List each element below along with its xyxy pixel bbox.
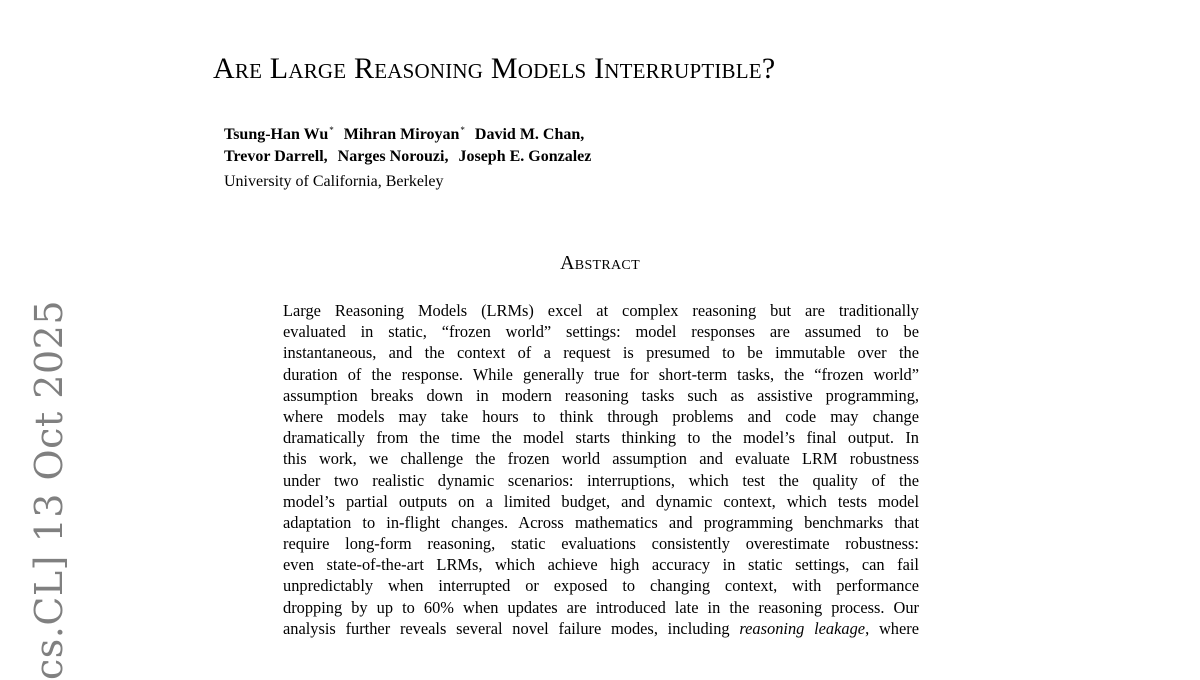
equal-contribution-mark: *: [329, 125, 334, 135]
abstract-line: dramatically from the time the model starts thinking to the model’s final output. In: [283, 428, 919, 448]
author-name: Trevor Darrell,: [224, 148, 328, 165]
affiliation: University of California, Berkeley: [224, 173, 444, 190]
author-line-1: [224, 119, 597, 146]
abstract-line: duration of the response. While generally true for short-term tasks, the “frozen world”: [283, 364, 919, 384]
author-name: Narges Norouzi,: [337, 148, 449, 165]
abstract-line: adaptation to in-flight changes. Across mathematics and programming benchmarks that: [283, 512, 919, 532]
abstract-line: evaluated in static, “frozen world” settings: model responses are assumed to be: [283, 322, 919, 342]
author-name: David M. Chan,: [474, 126, 585, 143]
emphasis-term: reasoning leakage: [739, 618, 866, 638]
abstract-line: even state-of-the-art LRMs, which achieve high accuracy in static settings, can fail: [283, 555, 919, 575]
author-list: [224, 119, 597, 168]
abstract-line: where models may take hours to think through problems and code may change: [283, 406, 919, 426]
abstract-line: require long-form reasoning, static evaluations consistently overestimate robustness:: [283, 534, 919, 554]
arxiv-stamp: cs.CL] 13 Oct 2025: [27, 299, 71, 680]
abstract-line: under two realistic dynamic scenarios: interruptions, which test the quality of the: [283, 470, 919, 490]
abstract-line: assumption breaks down in modern reasoning tasks such as assistive programming,: [283, 385, 919, 405]
abstract-line: unpredictably when interrupted or exposed to changing context, with performance: [283, 576, 919, 596]
abstract-line: analysis further reveals several novel failure modes, including reasoning leakage, where: [283, 618, 919, 638]
author-line-2: [224, 146, 597, 168]
equal-contribution-mark: *: [460, 125, 465, 135]
abstract-line: Large Reasoning Models (LRMs) excel at complex reasoning but are traditionally: [283, 301, 919, 320]
paper-title: Are Large Reasoning Models Interruptible?: [213, 52, 776, 85]
abstract-line: this work, we challenge the frozen world assumption and evaluate LRM robustness: [283, 449, 919, 469]
abstract-line: instantaneous, and the context of a request is presumed to be immutable over the: [283, 343, 919, 363]
author-name: Mihran Miroyan*: [343, 125, 465, 143]
abstract-line: dropping by up to 60% when updates are introduced late in the reasoning process. Our: [283, 597, 919, 617]
abstract-body: [283, 300, 919, 639]
abstract-line: model’s partial outputs on a limited budget, and dynamic context, which tests model: [283, 491, 919, 511]
abstract-heading: Abstract: [560, 252, 640, 274]
author-name: Joseph E. Gonzalez: [458, 148, 592, 165]
author-name: Tsung-Han Wu*: [224, 125, 334, 143]
